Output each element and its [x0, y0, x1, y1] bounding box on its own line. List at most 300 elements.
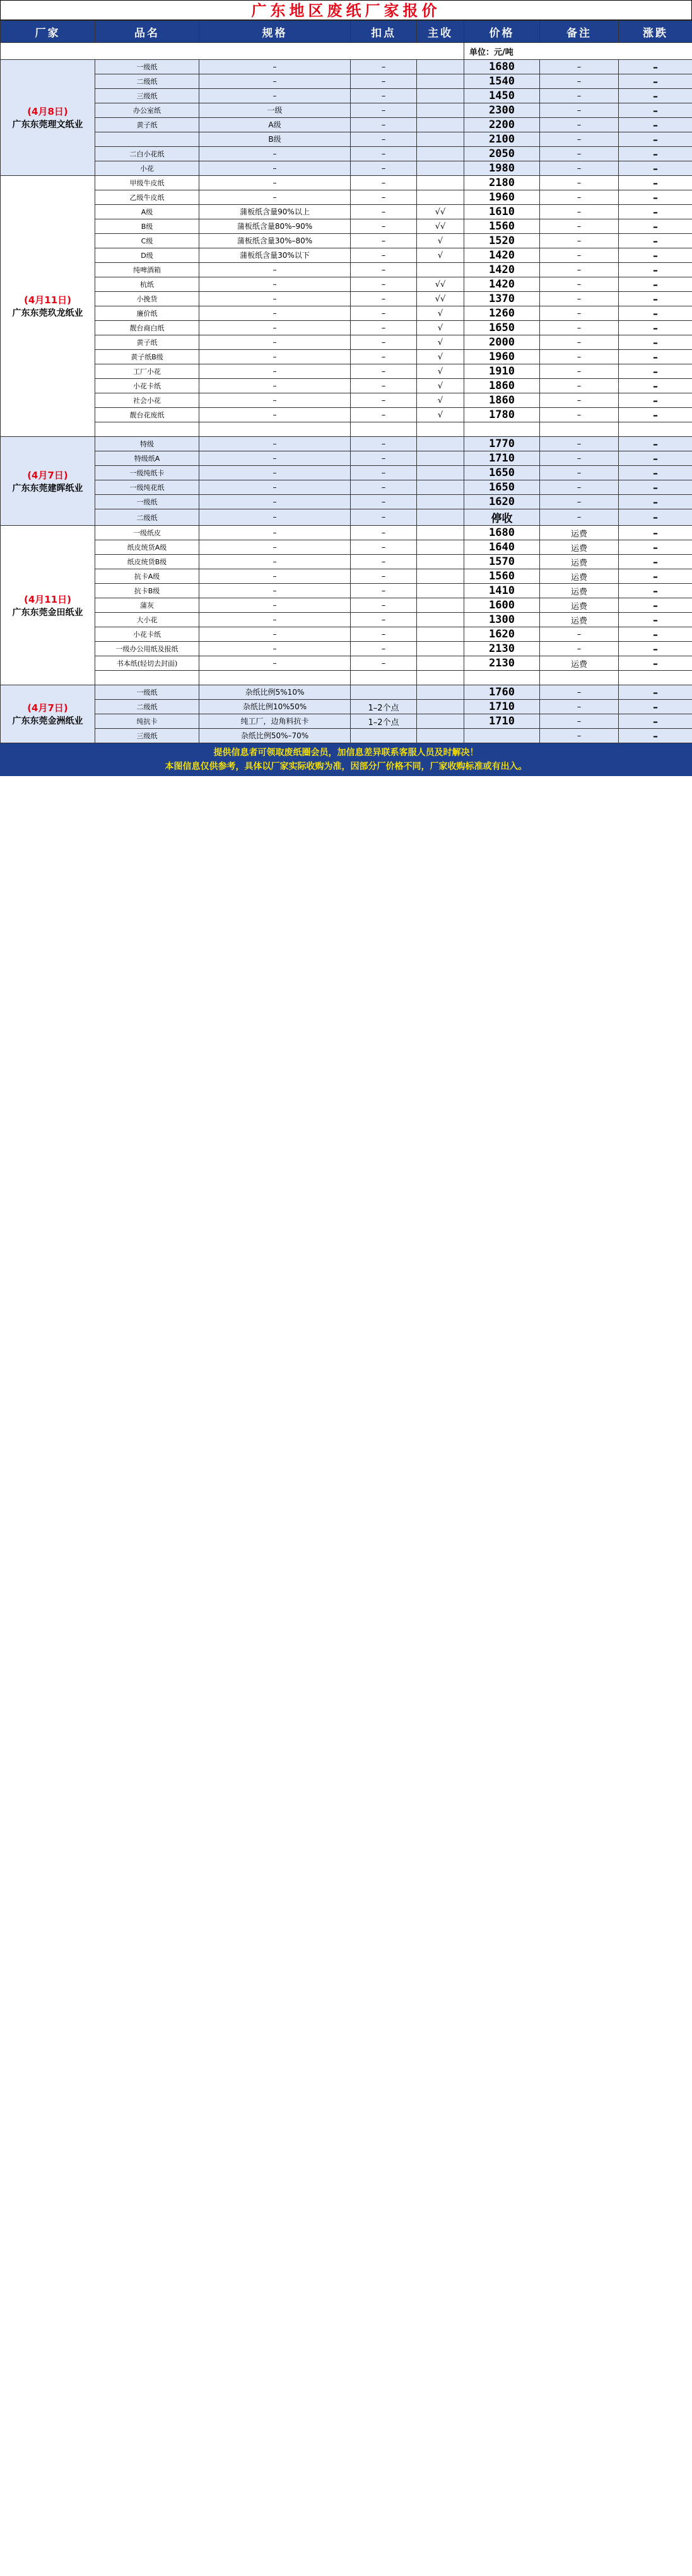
product-name-cell: 纸皮统货B级 — [95, 555, 199, 569]
change-cell: – — [619, 219, 692, 234]
main-flag-cell — [417, 60, 464, 74]
change-cell — [619, 422, 692, 437]
change-cell: – — [619, 495, 692, 509]
spec-cell: – — [199, 277, 351, 292]
price-cell: 1780 — [464, 408, 540, 422]
change-cell: – — [619, 569, 692, 584]
deduction-cell: – — [351, 364, 417, 379]
change-cell: – — [619, 205, 692, 219]
factory-name: 广东东莞玖龙纸业 — [12, 308, 83, 318]
note-cell — [540, 422, 619, 437]
spec-cell: – — [199, 408, 351, 422]
deduction-cell: – — [351, 451, 417, 466]
main-flag-cell: √ — [417, 350, 464, 364]
deduction-cell: – — [351, 480, 417, 495]
table-row — [1, 700, 692, 714]
spec-cell — [199, 671, 351, 685]
main-flag-cell — [417, 642, 464, 656]
deduction-cell: – — [351, 74, 417, 89]
note-cell: – — [540, 685, 619, 700]
deduction-cell: – — [351, 598, 417, 613]
main-flag-cell: √ — [417, 335, 464, 350]
note-cell: – — [540, 495, 619, 509]
main-flag-cell — [417, 656, 464, 671]
page-title: 广东地区废纸厂家报价 — [0, 0, 692, 20]
deduction-cell: – — [351, 306, 417, 321]
factory-cell — [1, 176, 95, 437]
note-cell: 运费 — [540, 540, 619, 555]
deduction-cell: – — [351, 379, 417, 393]
main-flag-cell — [417, 555, 464, 569]
note-cell: – — [540, 306, 619, 321]
spec-cell: – — [199, 466, 351, 480]
note-cell: – — [540, 364, 619, 379]
table-row — [1, 379, 692, 393]
table-row — [1, 393, 692, 408]
table-row — [1, 437, 692, 451]
spec-cell: 蒲板纸含量80%–90% — [199, 219, 351, 234]
price-cell: 1570 — [464, 555, 540, 569]
price-cell: 1610 — [464, 205, 540, 219]
factory-date: (4月8日) — [27, 106, 68, 117]
note-cell: 运费 — [540, 584, 619, 598]
product-name-cell: 一级纸 — [95, 685, 199, 700]
main-flag-cell — [417, 89, 464, 103]
change-cell — [619, 671, 692, 685]
table-row — [1, 451, 692, 466]
product-name-cell: 办公室纸 — [95, 103, 199, 118]
main-flag-cell — [417, 700, 464, 714]
change-cell: – — [619, 350, 692, 364]
deduction-cell: – — [351, 509, 417, 526]
note-cell: – — [540, 103, 619, 118]
factory-date: (4月7日) — [27, 469, 68, 481]
price-cell: 1420 — [464, 248, 540, 263]
main-flag-cell — [417, 176, 464, 190]
change-cell: – — [619, 540, 692, 555]
main-flag-cell — [417, 584, 464, 598]
change-cell: – — [619, 714, 692, 729]
spec-cell: A级 — [199, 118, 351, 132]
note-cell: – — [540, 466, 619, 480]
table-row — [1, 60, 692, 74]
note-cell: – — [540, 219, 619, 234]
price-cell: 1770 — [464, 437, 540, 451]
note-cell — [540, 671, 619, 685]
note-cell: – — [540, 292, 619, 306]
footer-line-1: 提供信息者可领取废纸圈会员，加信息差异联系客服人员及时解决！ — [213, 748, 479, 758]
factory-date: (4月11日) — [23, 593, 72, 605]
main-flag-cell: √ — [417, 393, 464, 408]
spec-cell: – — [199, 555, 351, 569]
table-row — [1, 277, 692, 292]
change-cell: – — [619, 74, 692, 89]
main-flag-cell: √ — [417, 379, 464, 393]
spec-cell: – — [199, 321, 351, 335]
table-row — [1, 526, 692, 540]
note-cell: – — [540, 277, 619, 292]
table-row — [1, 219, 692, 234]
factory-name: 广东东莞建晖纸业 — [12, 483, 83, 494]
table-row — [1, 509, 692, 526]
unit-label: 单位：元/吨 — [464, 43, 692, 60]
table-row — [1, 714, 692, 729]
factory-name: 广东东莞金田纸业 — [12, 607, 83, 618]
note-cell: – — [540, 335, 619, 350]
table-row — [1, 147, 692, 161]
note-cell: – — [540, 248, 619, 263]
deduction-cell: – — [351, 437, 417, 451]
table-row — [1, 729, 692, 743]
price-cell: 1650 — [464, 466, 540, 480]
unit-row — [1, 43, 692, 60]
change-cell: – — [619, 103, 692, 118]
price-cell: 1860 — [464, 393, 540, 408]
change-cell: – — [619, 263, 692, 277]
product-name-cell: 靓台花废纸 — [95, 408, 199, 422]
change-cell: – — [619, 89, 692, 103]
spec-cell: – — [199, 190, 351, 205]
product-name-cell: 黄子纸 — [95, 335, 199, 350]
table-row — [1, 205, 692, 219]
change-cell: – — [619, 321, 692, 335]
deduction-cell: – — [351, 466, 417, 480]
deduction-cell — [351, 729, 417, 743]
table-row — [1, 613, 692, 627]
deduction-cell: – — [351, 248, 417, 263]
spec-cell: – — [199, 598, 351, 613]
change-cell: – — [619, 408, 692, 422]
deduction-cell: – — [351, 321, 417, 335]
change-cell: – — [619, 555, 692, 569]
table-row — [1, 350, 692, 364]
table-row — [1, 422, 692, 437]
table-row — [1, 555, 692, 569]
price-cell: 1620 — [464, 495, 540, 509]
change-cell: – — [619, 642, 692, 656]
factory-cell — [1, 437, 95, 526]
note-cell: – — [540, 74, 619, 89]
product-name-cell: 二级纸 — [95, 700, 199, 714]
price-cell: 2130 — [464, 642, 540, 656]
change-cell: – — [619, 364, 692, 379]
deduction-cell — [351, 422, 417, 437]
note-cell: – — [540, 147, 619, 161]
note-cell: – — [540, 480, 619, 495]
main-flag-cell: √√ — [417, 219, 464, 234]
price-cell: 1760 — [464, 685, 540, 700]
header-price: 价格 — [464, 21, 540, 43]
note-cell: – — [540, 205, 619, 219]
main-flag-cell — [417, 598, 464, 613]
price-cell: 1260 — [464, 306, 540, 321]
product-name-cell: 一级纸 — [95, 495, 199, 509]
spec-cell: – — [199, 74, 351, 89]
price-cell: 1960 — [464, 350, 540, 364]
product-name-cell: 抗卡A级 — [95, 569, 199, 584]
change-cell: – — [619, 118, 692, 132]
main-flag-cell — [417, 714, 464, 729]
price-cell: 1420 — [464, 277, 540, 292]
product-name-cell: B级 — [95, 219, 199, 234]
note-cell: – — [540, 263, 619, 277]
product-name-cell: 黄子纸 — [95, 118, 199, 132]
deduction-cell: – — [351, 335, 417, 350]
price-cell: 2100 — [464, 132, 540, 147]
spec-cell: – — [199, 263, 351, 277]
factory-date: (4月7日) — [27, 702, 68, 714]
spec-cell: – — [199, 480, 351, 495]
change-cell: – — [619, 451, 692, 466]
price-cell: 2130 — [464, 656, 540, 671]
table-row — [1, 74, 692, 89]
note-cell: 运费 — [540, 569, 619, 584]
product-name-cell: 书本纸(轻切去封面) — [95, 656, 199, 671]
table-row — [1, 408, 692, 422]
spec-cell: – — [199, 584, 351, 598]
price-cell: 1560 — [464, 569, 540, 584]
product-name-cell: 黄子纸B级 — [95, 350, 199, 364]
deduction-cell: – — [351, 350, 417, 364]
change-cell: – — [619, 656, 692, 671]
main-flag-cell — [417, 569, 464, 584]
change-cell: – — [619, 292, 692, 306]
table-row — [1, 306, 692, 321]
table-row — [1, 89, 692, 103]
spec-cell: – — [199, 642, 351, 656]
spec-cell: – — [199, 437, 351, 451]
note-cell: – — [540, 393, 619, 408]
spec-cell: 纯工厂，边角料抗卡 — [199, 714, 351, 729]
product-name-cell: C级 — [95, 234, 199, 248]
deduction-cell: – — [351, 161, 417, 176]
change-cell: – — [619, 393, 692, 408]
note-cell: – — [540, 89, 619, 103]
price-cell: 2200 — [464, 118, 540, 132]
table-row — [1, 161, 692, 176]
main-flag-cell: √ — [417, 364, 464, 379]
main-flag-cell — [417, 509, 464, 526]
table-row — [1, 176, 692, 190]
deduction-cell: – — [351, 60, 417, 74]
product-name-cell: 纸皮统货A级 — [95, 540, 199, 555]
price-cell: 1640 — [464, 540, 540, 555]
note-cell: – — [540, 60, 619, 74]
price-cell: 1650 — [464, 480, 540, 495]
main-flag-cell: √ — [417, 321, 464, 335]
spec-cell: 一级 — [199, 103, 351, 118]
note-cell: – — [540, 509, 619, 526]
deduction-cell: – — [351, 569, 417, 584]
product-name-cell: 一级纸皮 — [95, 526, 199, 540]
deduction-cell: – — [351, 292, 417, 306]
deduction-cell: – — [351, 190, 417, 205]
product-name-cell: 蒲灰 — [95, 598, 199, 613]
footer-note — [0, 743, 692, 776]
price-cell: 1680 — [464, 60, 540, 74]
spec-cell: 杂纸比例50%–70% — [199, 729, 351, 743]
note-cell: – — [540, 437, 619, 451]
deduction-cell: – — [351, 584, 417, 598]
header-note: 备注 — [540, 21, 619, 43]
spec-cell: – — [199, 176, 351, 190]
change-cell: – — [619, 627, 692, 642]
change-cell: – — [619, 306, 692, 321]
table-row — [1, 103, 692, 118]
main-flag-cell — [417, 540, 464, 555]
product-name-cell: 纯啤酒箱 — [95, 263, 199, 277]
spec-cell: – — [199, 526, 351, 540]
note-cell: 运费 — [540, 598, 619, 613]
product-name-cell: 小挽货 — [95, 292, 199, 306]
deduction-cell: – — [351, 408, 417, 422]
deduction-cell — [351, 685, 417, 700]
product-name-cell: 一级办公用纸及报纸 — [95, 642, 199, 656]
main-flag-cell: √√ — [417, 277, 464, 292]
note-cell: 运费 — [540, 526, 619, 540]
table-row — [1, 584, 692, 598]
deduction-cell: – — [351, 495, 417, 509]
table-row — [1, 248, 692, 263]
product-name-cell: 甲级牛皮纸 — [95, 176, 199, 190]
deduction-cell: – — [351, 147, 417, 161]
main-flag-cell — [417, 466, 464, 480]
deduction-cell — [351, 671, 417, 685]
price-cell: 1650 — [464, 321, 540, 335]
change-cell: – — [619, 248, 692, 263]
change-cell: – — [619, 584, 692, 598]
note-cell: – — [540, 321, 619, 335]
spec-cell: – — [199, 627, 351, 642]
price-cell: 1860 — [464, 379, 540, 393]
change-cell: – — [619, 685, 692, 700]
table-row — [1, 118, 692, 132]
change-cell: – — [619, 598, 692, 613]
header-change: 涨跌 — [619, 21, 692, 43]
spec-cell: – — [199, 569, 351, 584]
deduction-cell: – — [351, 118, 417, 132]
factory-date: (4月11日) — [23, 294, 72, 306]
deduction-cell: – — [351, 656, 417, 671]
deduction-cell: – — [351, 526, 417, 540]
change-cell: – — [619, 379, 692, 393]
table-row — [1, 335, 692, 350]
footer-line-2: 本图信息仅供参考，具体以厂家实际收购为准，因部分厂价格不同，厂家收购标准或有出入。 — [165, 762, 527, 772]
deduction-cell: 1–2个点 — [351, 700, 417, 714]
note-cell: – — [540, 729, 619, 743]
main-flag-cell — [417, 627, 464, 642]
product-name-cell: 特级纸A — [95, 451, 199, 466]
note-cell: – — [540, 234, 619, 248]
change-cell: – — [619, 147, 692, 161]
spec-cell: – — [199, 364, 351, 379]
change-cell: – — [619, 60, 692, 74]
main-flag-cell — [417, 685, 464, 700]
product-name-cell: 靓台商白纸 — [95, 321, 199, 335]
product-name-cell: 小花卡纸 — [95, 627, 199, 642]
note-cell: – — [540, 161, 619, 176]
price-cell: 2000 — [464, 335, 540, 350]
spec-cell: – — [199, 292, 351, 306]
change-cell: – — [619, 190, 692, 205]
main-flag-cell: √ — [417, 408, 464, 422]
spec-cell: – — [199, 656, 351, 671]
change-cell: – — [619, 526, 692, 540]
product-name-cell: 三级纸 — [95, 89, 199, 103]
price-table — [0, 20, 692, 743]
main-flag-cell — [417, 495, 464, 509]
main-flag-cell: √ — [417, 306, 464, 321]
spec-cell: – — [199, 335, 351, 350]
product-name-cell: 一级纯纸卡 — [95, 466, 199, 480]
note-cell: – — [540, 132, 619, 147]
main-flag-cell — [417, 437, 464, 451]
note-cell: – — [540, 700, 619, 714]
change-cell: – — [619, 480, 692, 495]
main-flag-cell — [417, 118, 464, 132]
product-name-cell: 大小花 — [95, 613, 199, 627]
spec-cell: B级 — [199, 132, 351, 147]
product-name-cell: 社会小花 — [95, 393, 199, 408]
spec-cell: – — [199, 379, 351, 393]
main-flag-cell — [417, 190, 464, 205]
change-cell: – — [619, 277, 692, 292]
header-product: 品名 — [95, 21, 199, 43]
product-name-cell: 工厂小花 — [95, 364, 199, 379]
spec-cell: – — [199, 495, 351, 509]
header-factory: 厂家 — [1, 21, 95, 43]
main-flag-cell — [417, 671, 464, 685]
note-cell: 运费 — [540, 613, 619, 627]
spec-cell: – — [199, 161, 351, 176]
deduction-cell: – — [351, 627, 417, 642]
spec-cell: 杂纸比例10%50% — [199, 700, 351, 714]
table-row — [1, 292, 692, 306]
table-row — [1, 656, 692, 671]
table-row — [1, 480, 692, 495]
note-cell: – — [540, 176, 619, 190]
price-cell: 1710 — [464, 714, 540, 729]
main-flag-cell — [417, 729, 464, 743]
header-main: 主收 — [417, 21, 464, 43]
product-name-cell: 二级纸 — [95, 74, 199, 89]
main-flag-cell — [417, 422, 464, 437]
header-deduction: 扣点 — [351, 21, 417, 43]
product-name-cell: 二白小花纸 — [95, 147, 199, 161]
main-flag-cell — [417, 613, 464, 627]
product-name-cell: 一级纯花纸 — [95, 480, 199, 495]
spec-cell: – — [199, 60, 351, 74]
product-name-cell: A级 — [95, 205, 199, 219]
spec-cell: – — [199, 147, 351, 161]
spec-cell: – — [199, 509, 351, 526]
spec-cell: 杂纸比例5%10% — [199, 685, 351, 700]
table-row — [1, 364, 692, 379]
main-flag-cell — [417, 147, 464, 161]
price-cell: 1300 — [464, 613, 540, 627]
product-name-cell — [95, 671, 199, 685]
spec-cell: – — [199, 540, 351, 555]
header-row — [1, 21, 692, 43]
price-cell: 1370 — [464, 292, 540, 306]
spec-cell: 蒲板纸含量30%以下 — [199, 248, 351, 263]
price-cell: 1410 — [464, 584, 540, 598]
change-cell: – — [619, 176, 692, 190]
price-cell — [464, 729, 540, 743]
change-cell: – — [619, 613, 692, 627]
deduction-cell: – — [351, 103, 417, 118]
price-cell: 1710 — [464, 451, 540, 466]
